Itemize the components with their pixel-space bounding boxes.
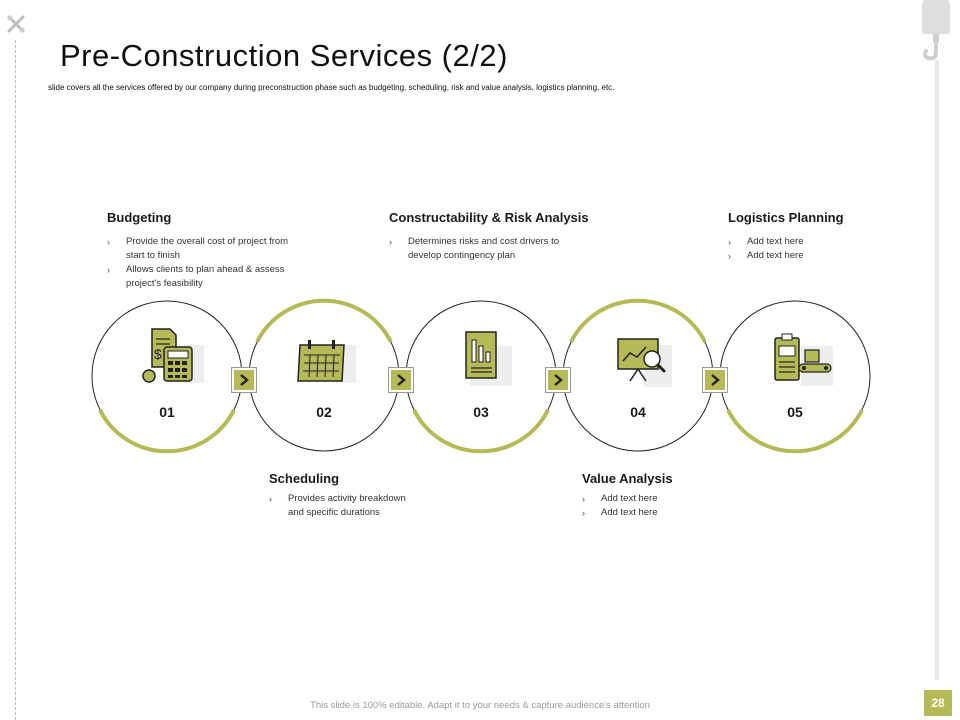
bullet-mark: › — [269, 494, 272, 504]
next-arrow-2 — [388, 367, 414, 393]
chevron-right-icon — [239, 374, 249, 386]
bullet-item: › Add text here — [728, 250, 804, 261]
bullet-item: › Allows clients to plan ahead & assess project's feasibility — [107, 264, 285, 289]
budget-calculator-icon — [143, 329, 204, 383]
bullet-mark: › — [107, 265, 110, 275]
bullet-mark: › — [389, 237, 392, 247]
step-card-risk-analysis — [389, 210, 589, 263]
bullet-item: › Provides activity breakdown and specific durations — [269, 493, 406, 518]
bullet-item: › Determines risks and cost drivers to develop contingency plan — [389, 236, 559, 261]
footer-note: This slide is 100% editable. Adapt it to your needs & capture audience's attention — [310, 700, 650, 711]
accent-arc-04 — [571, 301, 705, 342]
svg-text:$: $ — [154, 346, 162, 362]
step-bullets — [107, 235, 307, 291]
analysis-board-icon — [618, 339, 672, 387]
chevron-right-icon — [553, 374, 563, 386]
step-number-02: 02 — [316, 404, 332, 420]
step-number-01: 01 — [159, 404, 175, 420]
accent-arc-02 — [257, 301, 391, 342]
step-card-scheduling — [269, 471, 419, 520]
step-number-03: 03 — [473, 404, 489, 420]
step-number-04: 04 — [630, 404, 646, 420]
bullet-mark: › — [728, 251, 731, 261]
logistics-icon — [775, 334, 833, 386]
bullet-item: › Provide the overall cost of project from start to finish — [107, 236, 289, 261]
step-bullets — [389, 235, 589, 263]
step-heading: Value Analysis — [582, 471, 673, 486]
next-arrow-4 — [702, 367, 728, 393]
page-number: 28 — [924, 690, 952, 716]
step-card-logistics — [728, 210, 888, 263]
bullet-item: › Add text here — [582, 507, 658, 518]
slide-title: Pre-Construction Services (2/2) — [60, 38, 508, 73]
chevron-right-icon — [710, 374, 720, 386]
step-heading: Budgeting — [107, 210, 172, 225]
step-number-05: 05 — [787, 404, 803, 420]
step-bullets — [582, 492, 742, 520]
document-chart-icon — [466, 332, 512, 386]
step-bullets — [269, 492, 419, 520]
step-heading: Constructability & Risk Analysis — [389, 210, 589, 225]
bullet-mark: › — [107, 237, 110, 247]
bullet-item: › Add text here — [728, 236, 804, 247]
step-card-value-analysis — [582, 471, 742, 520]
bullet-item: › Add text here — [582, 493, 658, 504]
bullet-mark: › — [582, 508, 585, 518]
slide-subtitle: slide covers all the services offered by our company during preconstruction phase such as budgeting, scheduling, risk and value analysis, logistics planning, etc. — [48, 83, 615, 92]
next-arrow-1 — [231, 367, 257, 393]
chevron-right-icon — [396, 374, 406, 386]
step-heading: Logistics Planning — [728, 210, 844, 225]
bullet-mark: › — [728, 237, 731, 247]
next-arrow-3 — [545, 367, 571, 393]
calendar-icon — [298, 340, 356, 383]
bullet-mark: › — [582, 494, 585, 504]
step-heading: Scheduling — [269, 471, 340, 486]
step-bullets — [728, 235, 888, 263]
step-card-budgeting — [107, 210, 307, 291]
